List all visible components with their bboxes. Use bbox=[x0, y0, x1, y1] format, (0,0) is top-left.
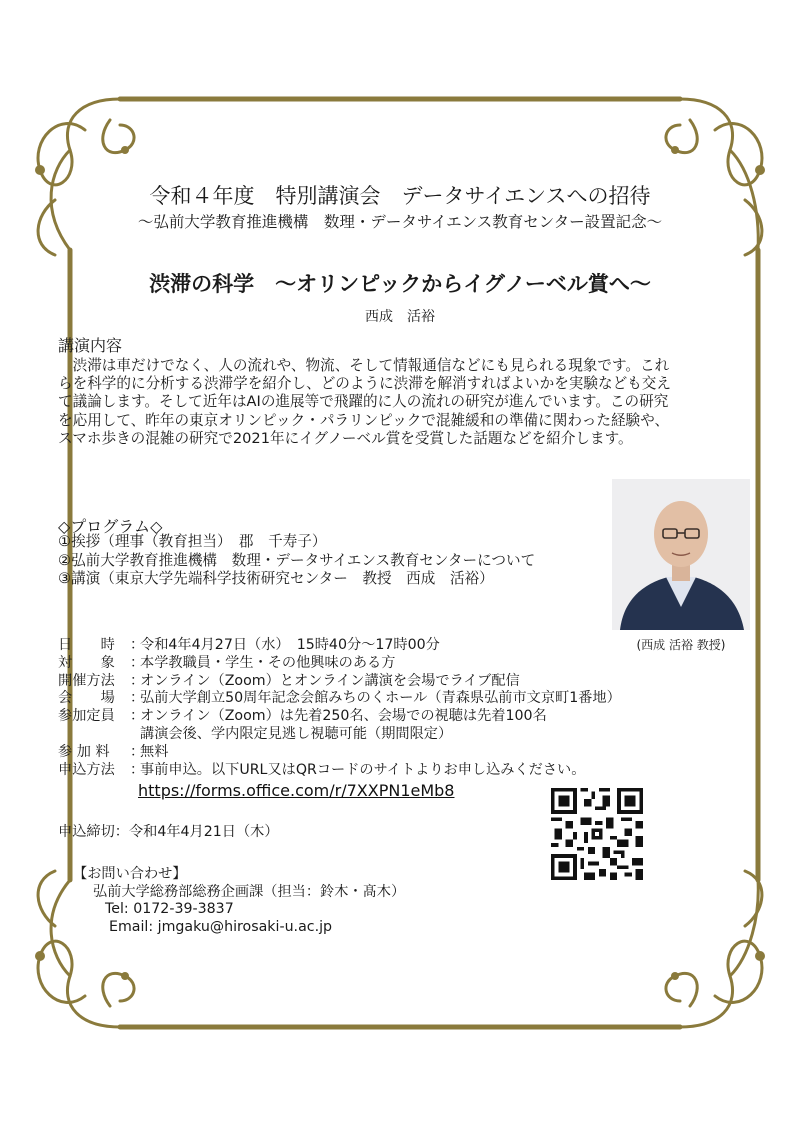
application-deadline: 申込締切：令和4年4月21日（木） bbox=[58, 824, 279, 840]
detail-label: 参加定員 bbox=[58, 708, 115, 725]
detail-row-venue: 会 場 ： 弘前大学創立50周年記念会館みちのくホール（青森県弘前市文京町1番地） bbox=[58, 690, 621, 707]
detail-label: 日 時 bbox=[58, 637, 115, 653]
detail-row-date: 日 時 ： 令和4年4月27日（水） 15時40分～17時00分 bbox=[58, 637, 440, 653]
detail-label: 申込方法 bbox=[58, 761, 115, 778]
lecture-title: 渋滞の科学 ～オリンピックからイグノーベル賞へ～ bbox=[149, 272, 651, 296]
detail-row-fee: 参 加 料 ： 無料 bbox=[58, 743, 169, 760]
abstract-line: らを科学的に分析する渋滞学を紹介し、どのように渋滞を解消すればよいかを実験なども交え bbox=[58, 375, 671, 393]
detail-value: 本学教職員・学生・その他興味のある方 bbox=[140, 654, 396, 671]
detail-value: 無料 bbox=[140, 743, 169, 760]
detail-label: 開催方法 bbox=[58, 672, 115, 689]
abstract-line: て議論します。そして近年はAIの進展等で飛躍的に人の流れの研究が進んでいます。この研究 bbox=[58, 393, 669, 411]
abstract-heading: 講演内容 bbox=[58, 336, 123, 355]
contact-tel: Tel: 0172-39-3837 bbox=[105, 901, 234, 917]
program-heading: ◇プログラム◇ bbox=[58, 517, 163, 536]
contact-info bbox=[73, 866, 406, 936]
detail-value: オンライン（Zoom）は先着250名、会場での視聴は先着100名 bbox=[140, 708, 547, 725]
speaker-name: 西成 活裕 bbox=[365, 309, 435, 325]
detail-row-capacity: 参加定員 ： オンライン（Zoom）は先着250名、会場での視聴は先着100名 bbox=[58, 708, 547, 725]
contact-heading: 【お問い合わせ】 bbox=[73, 866, 187, 882]
detail-row-capacity-note bbox=[58, 726, 621, 744]
speaker-photo bbox=[612, 479, 750, 630]
qr-code-image[interactable] bbox=[551, 788, 643, 880]
program-item: ②弘前大学教育推進機構 数理・データサイエンス教育センターについて bbox=[58, 551, 536, 569]
program-item: ①挨拶（理事（教育担当） 郡 千寿子） bbox=[58, 533, 327, 550]
abstract-text bbox=[58, 357, 748, 448]
program-list bbox=[58, 533, 535, 589]
registration-link[interactable]: https://forms.office.com/r/7XXPN1eMb8 bbox=[138, 781, 455, 800]
detail-row-audience: 対 象 ： 本学教職員・学生・その他興味のある方 bbox=[58, 654, 396, 671]
detail-row-application: 申込方法 ： 事前申込。以下URL又はQRコードのサイトよりお申し込みください。 bbox=[58, 761, 586, 778]
detail-label: 対 象 bbox=[58, 654, 115, 671]
detail-value: 弘前大学創立50周年記念会館みちのくホール（青森県弘前市文京町1番地） bbox=[140, 690, 621, 707]
detail-row-format: 開催方法 ： オンライン（Zoom）とオンライン講演を会場でライブ配信 bbox=[58, 672, 520, 689]
abstract-line: スマホ歩きの混雑の研究で2021年にイグノーベル賞を受賞した話題などを紹介します。 bbox=[58, 429, 633, 447]
detail-value: オンライン（Zoom）とオンライン講演を会場でライブ配信 bbox=[140, 672, 520, 689]
detail-value: 事前申込。以下URL又はQRコードのサイトよりお申し込みください。 bbox=[140, 761, 586, 778]
event-details bbox=[58, 637, 621, 779]
abstract-line: 渋滞は車だけでなく、人の流れや、物流、そして情報通信などにも見られる現象です。これ bbox=[58, 357, 670, 374]
detail-label: 参 加 料 bbox=[58, 743, 110, 760]
speaker-portrait-image bbox=[612, 479, 750, 630]
detail-label: 会 場 bbox=[58, 690, 115, 707]
event-title: 令和４年度 特別講演会 データサイエンスへの招待 bbox=[149, 184, 651, 208]
abstract-line: を応用して、昨年の東京オリンピック・パラリンピックで混雑緩和の準備に関わった経験や、 bbox=[58, 411, 670, 429]
event-subtitle: ～弘前大学教育推進機構 数理・データサイエンス教育センター設置記念～ bbox=[137, 213, 663, 231]
photo-caption: (西成 活裕 教授) bbox=[636, 638, 726, 652]
detail-value: 講演会後、学内限定見逃し視聴可能（期間限定） bbox=[140, 725, 453, 742]
program-item: ③講演（東京大学先端科学技術研究センター 教授 西成 活裕） bbox=[58, 570, 494, 587]
detail-value: 令和4年4月27日（水） 15時40分～17時00分 bbox=[140, 637, 440, 653]
contact-office: 弘前大学総務部総務企画課（担当：鈴木・髙木） bbox=[93, 883, 406, 900]
contact-email[interactable]: Email: jmgaku@hirosaki-u.ac.jp bbox=[109, 918, 333, 935]
